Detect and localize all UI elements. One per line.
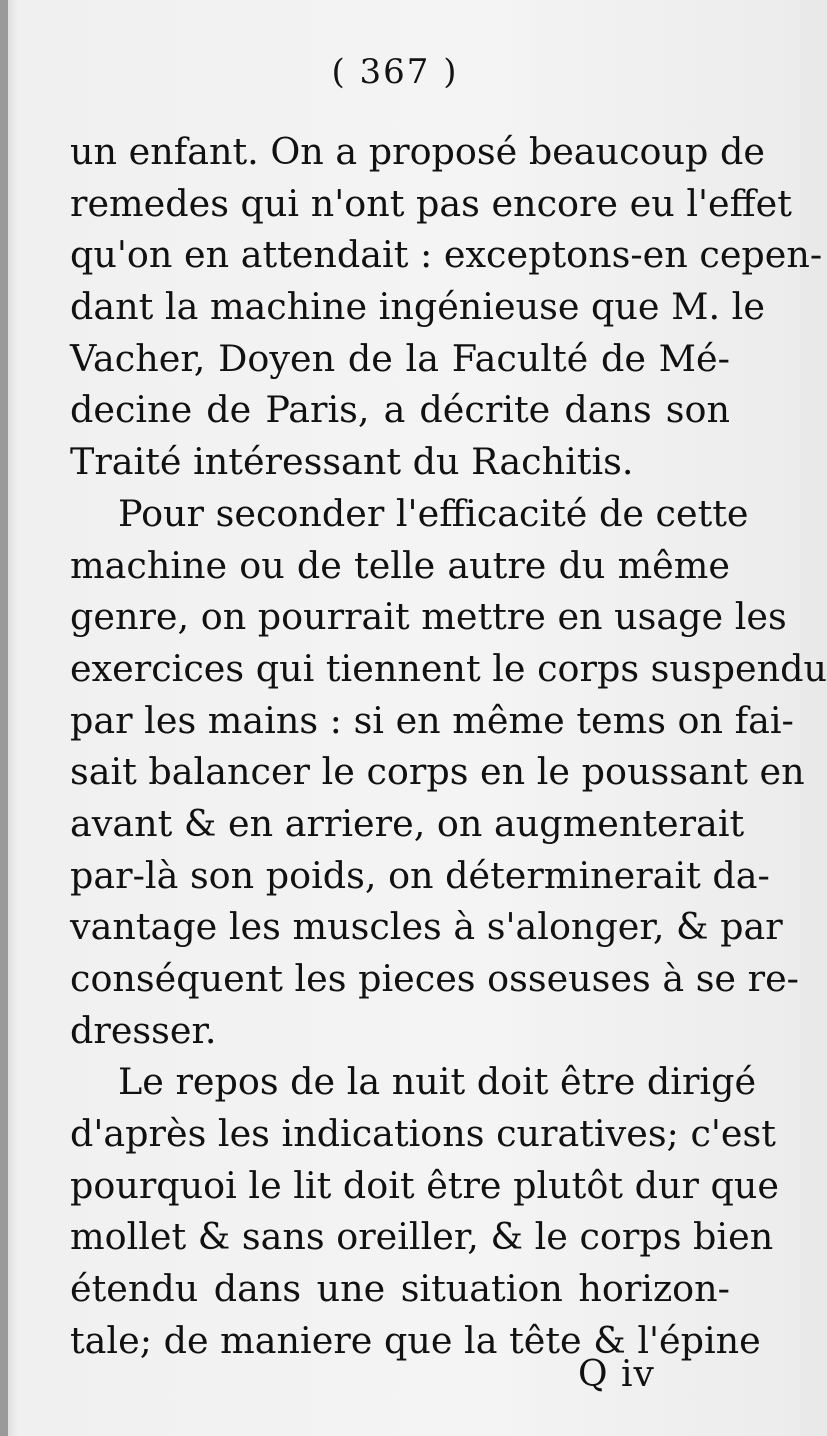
text-line: Vacher, Doyen de la Faculté de Mé- [70,336,730,380]
text-line: dant la machine ingénieuse que M. le [70,285,765,329]
text-line: par les mains : si en même tems on fai- [70,698,794,742]
text-line: étendu dans une situation horizon- [70,1267,730,1311]
text-line: d'après les indications curatives; c'est [70,1112,776,1156]
text-line: un enfant. On a proposé beaucoup de [70,130,765,173]
text-line: conséquent les pieces osseuses à se re- [70,957,800,1000]
text-line: machine ou de telle autre du même [70,543,730,587]
text-line: Pour seconder l'efficacité de cette [118,491,749,535]
paragraph-1 [70,126,823,488]
paragraph-3 [70,1056,779,1366]
text-line: pourquoi le lit doit être plutôt dur que [70,1163,779,1207]
page-number: ( 367 ) [331,52,459,92]
text-line: decine de Paris, a décrite dans son [70,388,730,432]
text-line: dresser. [70,1008,217,1052]
text-line: avant & en arriere, on augmenterait [70,801,745,845]
text-line: par-là son poids, on déterminerait da- [70,853,770,897]
text-line: sait balancer le corps en le poussant en [70,750,805,794]
text-line: genre, on pourrait mettre en usage les [70,595,787,639]
paragraph-2 [70,488,827,1057]
text-line: Le repos de la nuit doit être dirigé [118,1060,757,1104]
text-line: remedes qui n'ont pas encore eu l'effet [70,181,792,225]
text-line: Traité intéressant du Rachitis. [70,440,634,484]
text-line: qu'on en attendait : exceptons-en cepen- [70,233,823,277]
text-line: tale; de maniere que la tête & l'épine [70,1318,761,1362]
signature-mark: Q iv [578,1354,655,1395]
text-line: vantage les muscles à s'alonger, & par [70,905,783,949]
text-line: mollet & sans oreiller, & le corps bien [70,1215,774,1259]
page-gutter [0,0,8,1436]
page-body-text [70,126,827,1367]
text-line: exercices qui tiennent le corps suspendu [70,646,827,690]
